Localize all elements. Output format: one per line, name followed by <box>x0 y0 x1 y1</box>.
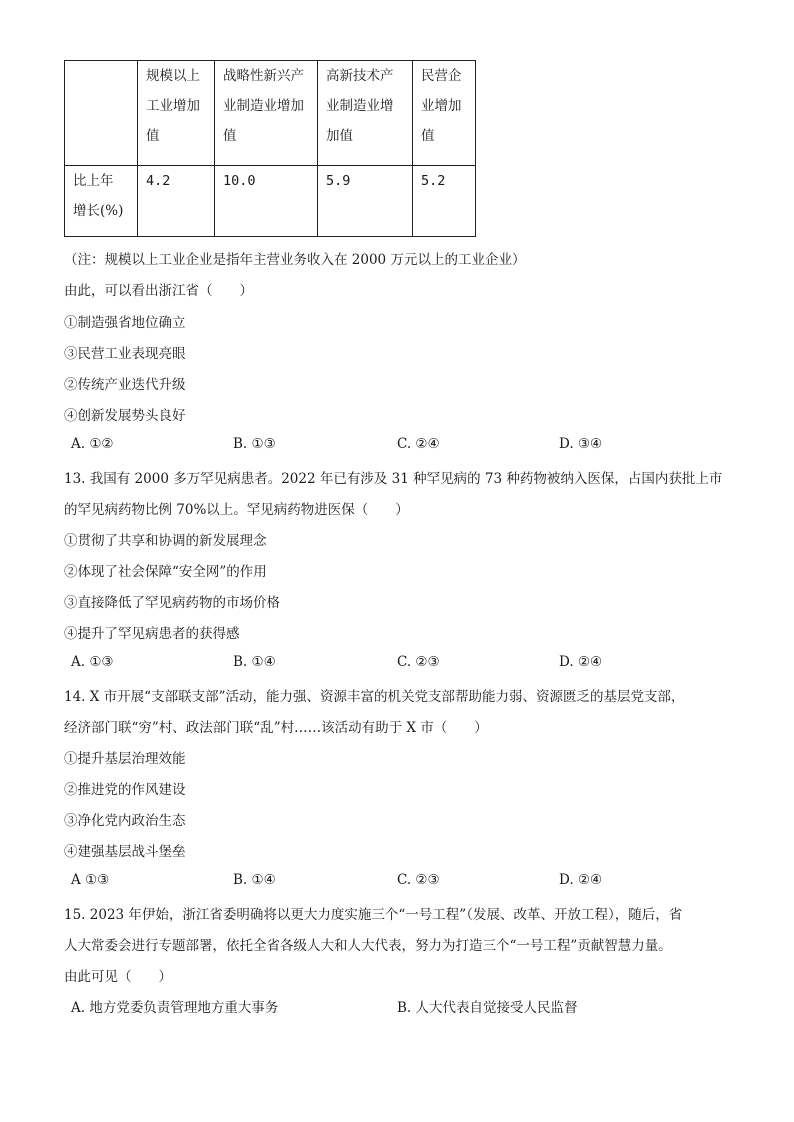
header-cell-hightech: 高新技术产 业制造业增 加值 <box>318 61 413 166</box>
q12-item-3: ③民营工业表现亮眼 <box>64 346 186 362</box>
q13-stem-line2: 的罕见病药物比例 70%以上。罕见病药物进医保（ ） <box>64 502 409 518</box>
q12-option-b[interactable]: B. ①③ <box>233 436 276 452</box>
q12-option-c[interactable]: C. ②④ <box>397 436 440 452</box>
q12-item-2: ②传统产业迭代升级 <box>64 377 186 393</box>
row-label-cell: 比上年 增长(%) <box>65 166 138 237</box>
q13-item-3: ③直接降低了罕见病药物的市场价格 <box>64 595 280 611</box>
q14-stem-line1: 14. X 市开展“支部联支部”活动，能力强、资源丰富的机关党支部帮助能力弱、资源匮乏的基层党支部， <box>64 689 685 705</box>
q13-option-b[interactable]: B. ①④ <box>233 654 276 670</box>
q12-option-d[interactable]: D. ③④ <box>559 436 603 452</box>
header-cell-strategic: 战略性新兴产 业制造业增加 值 <box>215 61 318 166</box>
q14-option-a[interactable]: A ①③ <box>71 872 110 888</box>
q12-item-1: ①制造强省地位确立 <box>64 315 186 331</box>
header-cell-industrial: 规模以上 工业增加 值 <box>138 61 215 166</box>
q14-item-3: ③净化党内政治生态 <box>64 813 186 829</box>
q12-stem: 由此，可以看出浙江省（ ） <box>64 283 253 299</box>
header-cell-empty <box>65 61 138 166</box>
q15-stem-line1: 15. 2023 年伊始，浙江省委明确将以更大力度实施三个“一号工程”（发展、改革、开放工程），随后，省 <box>64 907 683 923</box>
table-header-row <box>65 61 476 166</box>
table-data-row <box>65 166 476 237</box>
q14-option-d[interactable]: D. ②④ <box>559 872 603 888</box>
value-cell: 5.9 <box>318 166 413 237</box>
q14-item-4: ④建强基层战斗堡垒 <box>64 844 186 860</box>
q14-item-2: ②推进党的作风建设 <box>64 782 186 798</box>
q13-item-1: ①贯彻了共享和协调的新发展理念 <box>64 533 267 549</box>
q12-item-4: ④创新发展势头良好 <box>64 408 186 424</box>
growth-table <box>64 60 476 237</box>
q14-option-c[interactable]: C. ②③ <box>397 872 440 888</box>
q13-item-2: ②体现了社会保障“安全网”的作用 <box>64 564 267 580</box>
value-cell: 4.2 <box>138 166 215 237</box>
q13-item-4: ④提升了罕见病患者的获得感 <box>64 626 240 642</box>
q14-stem-line2: 经济部门联“穷”村、政法部门联“乱”村……该活动有助于 X 市（ ） <box>64 720 488 736</box>
q15-option-a[interactable]: A. 地方党委负责管理地方重大事务 <box>71 1000 279 1016</box>
q13-stem-line1: 13. 我国有 2000 多万罕见病患者。2022 年已有涉及 31 种罕见病的 73 种药物被纳入医保，占国内获批上市 <box>64 471 723 487</box>
q15-stem-line2: 人大常委会进行专题部署，依托全省各级人大和人大代表，努力为打造三个“一号工程”贡献智慧力量。 <box>64 938 672 954</box>
value-cell: 10.0 <box>215 166 318 237</box>
header-cell-private: 民营企 业增加 值 <box>413 61 476 166</box>
table-note: （注：规模以上工业企业是指年主营业务收入在 2000 万元以上的工业企业） <box>64 252 526 268</box>
q15-option-b[interactable]: B. 人大代表自觉接受人民监督 <box>397 1000 578 1016</box>
q12-option-a[interactable]: A. ①② <box>71 436 114 452</box>
value-cell: 5.2 <box>413 166 476 237</box>
q15-stem-line3: 由此可见（ ） <box>64 969 172 985</box>
q14-item-1: ①提升基层治理效能 <box>64 751 186 767</box>
q13-option-a[interactable]: A. ①③ <box>71 654 114 670</box>
q14-option-b[interactable]: B. ①④ <box>233 872 276 888</box>
q13-option-c[interactable]: C. ②③ <box>397 654 440 670</box>
q13-option-d[interactable]: D. ②④ <box>559 654 603 670</box>
